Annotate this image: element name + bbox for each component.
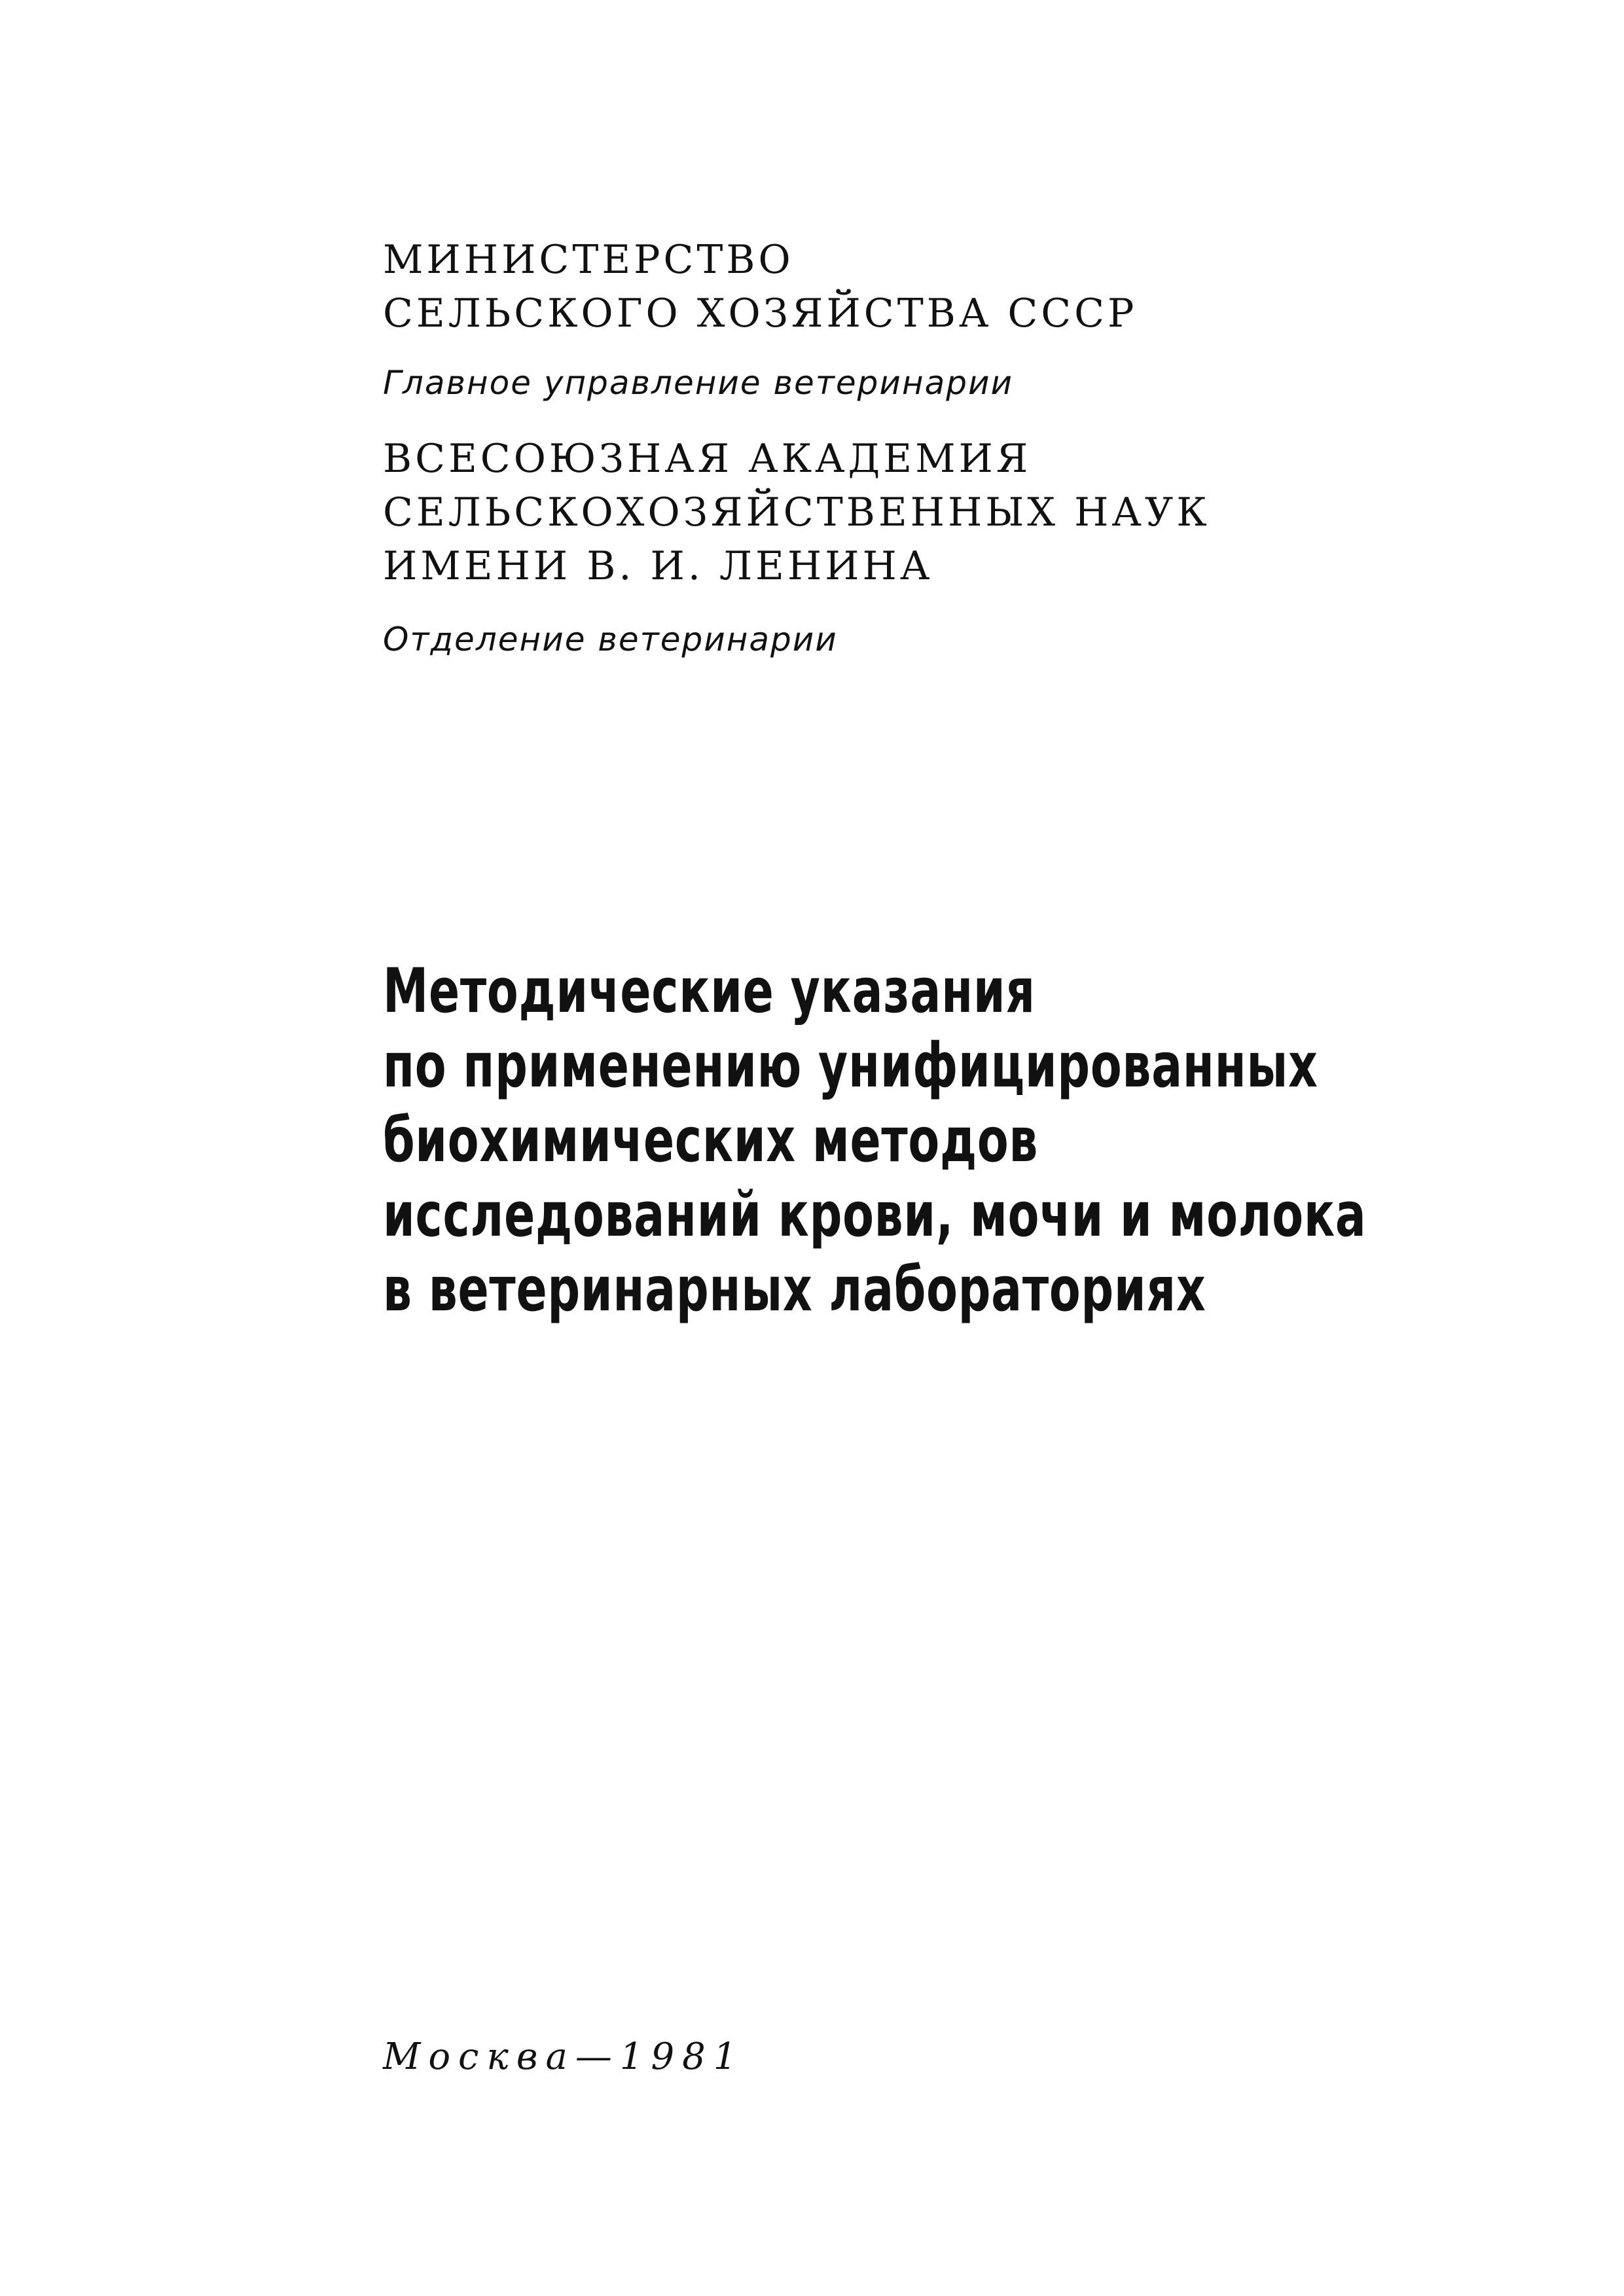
ministry-name — [383, 233, 1137, 340]
academy-department: Отделение ветеринарии — [383, 620, 838, 658]
title-line-5: в ветеринарных лабораториях — [383, 1254, 1206, 1325]
document-title — [383, 954, 1366, 1327]
title-line-4: исследований крови, мочи и молока — [383, 1179, 1367, 1251]
academy-name — [383, 432, 1210, 593]
title-line-1: Методические указания — [383, 956, 1036, 1027]
title-line-2: по применению унифицированных — [383, 1030, 1318, 1102]
academy-line-2: СЕЛЬСКОХОЗЯЙСТВЕННЫХ НАУК — [383, 490, 1210, 535]
academy-line-1: ВСЕСОЮЗНАЯ АКАДЕМИЯ — [383, 436, 1032, 482]
academy-line-3: ИМЕНИ В. И. ЛЕНИНА — [383, 543, 933, 589]
ministry-department: Главное управление ветеринарии — [383, 364, 1013, 402]
ministry-line-2: СЕЛЬСКОГО ХОЗЯЙСТВА СССР — [383, 291, 1138, 336]
title-line-3: биохимических методов — [383, 1105, 1039, 1176]
imprint-place-year: Москва—1981 — [383, 2036, 745, 2078]
ministry-line-1: МИНИСТЕРСТВО — [383, 237, 794, 283]
